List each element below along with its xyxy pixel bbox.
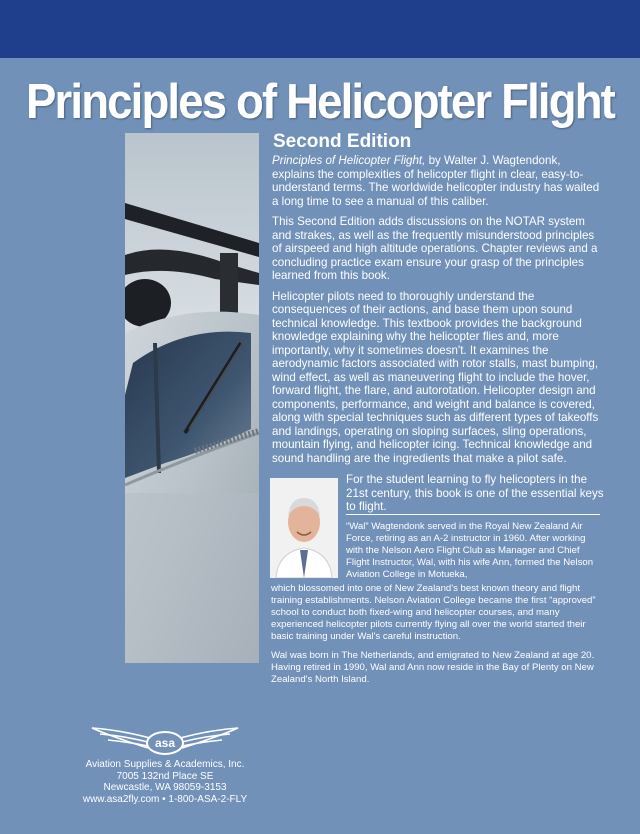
helicopter-photo xyxy=(125,133,259,663)
asa-logo-text: asa xyxy=(154,736,176,750)
pullquote: For the student learning to fly helicopters in the 21st century, this book is one of the essential keys to flight. xyxy=(346,473,604,513)
asa-wings-logo xyxy=(90,724,240,760)
author-bio-continued: which blossomed into one of New Zealand's best known theory and flight training establishments. Nelson Aviation College became the first “approved” school to conduct both fixed-wing and helicopter courses, and many experienced helicopter pilots currently flying all over the world started their basic training under Wal's careful instruction. xyxy=(271,583,596,642)
top-band xyxy=(0,0,640,58)
author-portrait xyxy=(270,478,338,578)
edition-heading: Second Edition xyxy=(273,131,412,152)
description-paragraph-3: Helicopter pilots need to thoroughly understand the consequences of their actions, and base them upon sound technical knowledge. This textbook provides the background knowledge explaining why the helicopter flies and, more importantly, why it sometimes doesn't. It examines the aerodynamic factors associated with rotor stalls, mast bumping, wind effect, as well as maneuvering flight to include the hover, forward flight, the flare, and autorotation. Helicopter design and components, performance, and weight and balance is covered, along with special techniques such as different types of takeoffs and landings, operating on sloping surfaces, sling operations, mountain flying, and helicopter icing. Technical knowledge and sound handling are the ingredients that make a pilot safe. xyxy=(272,289,599,465)
publisher-contact: www.asa2fly.com • 1-800-ASA-2-FLY xyxy=(82,793,248,805)
description-column xyxy=(272,154,604,472)
description-paragraph-1 xyxy=(272,154,604,208)
divider-rule xyxy=(346,514,600,515)
author-bio-body xyxy=(271,583,607,693)
publisher-info xyxy=(60,759,270,805)
book-title: Principles of Helicopter Flight xyxy=(25,75,614,129)
publisher-city: Newcastle, WA 98059-3153 xyxy=(103,782,227,793)
description-paragraph-1-text: by Walter J. Wagtendonk, explains the complexities of helicopter flight in clear, easy-to-understand terms. The worldwide helicopter industry has waited a long time to see a manual of this caliber. xyxy=(272,154,600,208)
publisher-address: 7005 132nd Place SE xyxy=(116,770,214,782)
description-paragraph-2: This Second Edition adds discussions on the NOTAR system and strakes, as well as the frequently misunderstood principles of airspeed and high altitude operations. Chapter reviews and a concluding practice exam ensure your grasp of the principles learned from this book. xyxy=(272,215,598,282)
author-bio-intro: “Wal” Wagtendonk served in the Royal New Zealand Air Force, retiring as an A-2 instructor in 1960. After working with the Nelson Aero Flight Club as Manager and Chief Flight Instructor, Wal, with his wife Ann, formed the Nelson Aviation College in Motueka, xyxy=(346,521,594,580)
author-bio-closing: Wal was born in The Netherlands, and emigrated to New Zealand at age 20. Having retired in 1990, Wal and Ann now reside in the Bay of Plenty on New Zealand's North Island. xyxy=(271,650,595,685)
publisher-name: Aviation Supplies & Academics, Inc. xyxy=(85,759,245,770)
book-title-reference: Principles of Helicopter Flight, xyxy=(272,154,426,167)
